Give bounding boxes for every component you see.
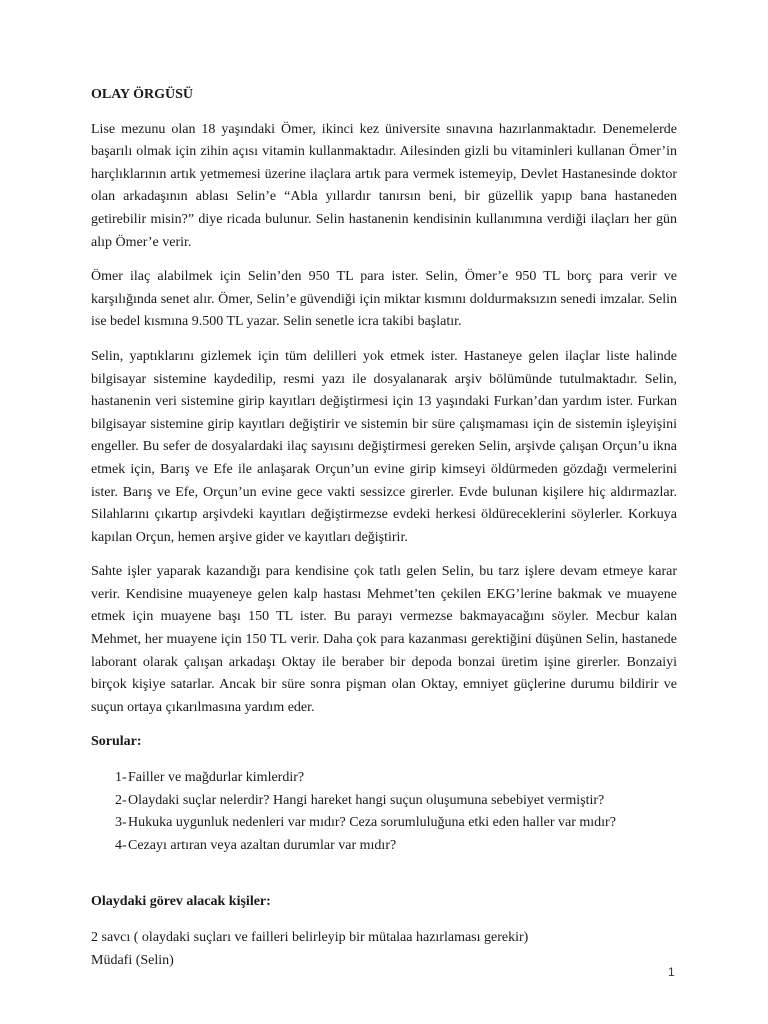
question-number: 3- xyxy=(115,815,127,831)
page-number: 1 xyxy=(668,965,675,979)
role-line: 2 savcı ( olaydaki suçları ve failleri belirleyip bir mütalaa hazırlaması gerekir) xyxy=(91,930,529,945)
paragraph-1: Lise mezunu olan 18 yaşındaki Ömer, ikinci kez üniversite sınavına hazırlanmaktadır. Denemelerde başarılı olmak için zihin açısı vitamin kullanmaktadır. Ailesinden gizli bu vitaminleri kullanan Ömer’in harçlıklarının artık yetmemesi üzerine ilaçlara artık para vermek istemeyip, Devlet Hastanesinde doktor olan arkadaşının ablası Selin’e “Abla yıllardır tanırsın beni, bir güzellik yapıp bana hastaneden getirebilir misin?” diye ricada bulunur. Selin hastanenin kendisinin kullanımına verdiği ilaçları her gün alıp Ömer’e verir. xyxy=(91,121,677,250)
questions-list xyxy=(91,767,677,857)
roles-heading: Olaydaki görev alacak kişiler: xyxy=(91,894,271,910)
question-number: 1- xyxy=(115,770,127,786)
questions-heading: Sorular: xyxy=(91,734,142,750)
paragraph-4: Sahte işler yaparak kazandığı para kendisine çok tatlı gelen Selin, bu tarz işlere devam etmeye karar verir. Kendisine muayeneye gelen kalp hastası Mehmet’ten çekilen EKG’lerine bakmak ve muayene etmek için muayene başı 150 TL ister. Bu parayı vermezse bakmayacağını söyler. Mecbur kalan Mehmet, her muayene için 150 TL verir. Daha çok para kazanması gerektiğini düşünen Selin, hastanede laborant olarak çalışan arkadaşı Oktay ile beraber bir depoda bonzai üretim işine girerler. Bonzaiyi birçok kişiye satarlar. Ancak bir süre sonra pişman olan Oktay, emniyet güçlerine durumu bildirir ve suçun ortaya çıkarılmasına yardım eder. xyxy=(91,564,677,715)
list-item xyxy=(91,767,677,790)
document-body xyxy=(91,84,677,972)
role-line: Müdafi (Selin) xyxy=(91,952,174,968)
question-text: Cezayı artıran veya azaltan durumlar var mıdır? xyxy=(128,837,397,853)
document-title: OLAY ÖRGÜSÜ xyxy=(91,87,194,102)
question-text: Failler ve mağdurlar kimlerdir? xyxy=(128,770,305,786)
paragraph-3: Selin, yaptıklarını gizlemek için tüm delilleri yok etmek ister. Hastaneye gelen ilaçlar liste halinde bilgisayar sistemine kaydedilip, resmi yazı ile dosyalanarak arşiv bölümünde tutulmaktadır. Selin, hastanenin veri sistemine girip kayıtları değiştirmesi için 13 yaşındaki Furkan’dan yardım ister. Furkan bilgisayar sistemine girip kayıtları değiştirir ve sistemin bir süre çalışmaması için de sistemin işleyişini engeller. Bu sefer de dosyalardaki ilaç sayısını değiştirmesi gereken Selin, arşivde çalışan Orçun’u ikna etmek için, Barış ve Efe ile anlaşarak Orçun’un evine girip kimseyi öldürmeden gözdağı vermelerini ister. Barış ve Efe, Orçun’un evine gece vakti sessizce girerler. Evde bulunan kişilere hiç aldırmazlar. Silahlarını çıkartıp arşivdeki kayıtları değiştirmezse evdeki herkesi öldüreceklerini söylerler. Korkuya kapılan Orçun, hemen arşive gider ve kayıtları değiştirir. xyxy=(91,348,677,545)
question-number: 2- xyxy=(115,792,127,808)
paragraph-2: Ömer ilaç alabilmek için Selin’den 950 TL para ister. Selin, Ömer’e 950 TL borç para verir ve karşılığında senet alır. Ömer, Selin’e güvendiği için miktar kısmını doldurmaksızın senedi imzalar. Selin ise bedel kısmına 9.500 TL yazar. Selin senetle icra takibi başlatır. xyxy=(91,269,677,330)
list-item xyxy=(91,835,677,858)
question-text: Hukuka uygunluk nedenleri var mıdır? Ceza sorumluluğuna etki eden haller var mıdır? xyxy=(128,815,616,831)
list-item xyxy=(91,812,677,835)
list-item xyxy=(91,790,677,813)
question-number: 4- xyxy=(115,837,127,853)
question-text: Olaydaki suçlar nelerdir? Hangi hareket hangi suçun oluşumuna sebebiyet vermiştir? xyxy=(128,792,605,808)
